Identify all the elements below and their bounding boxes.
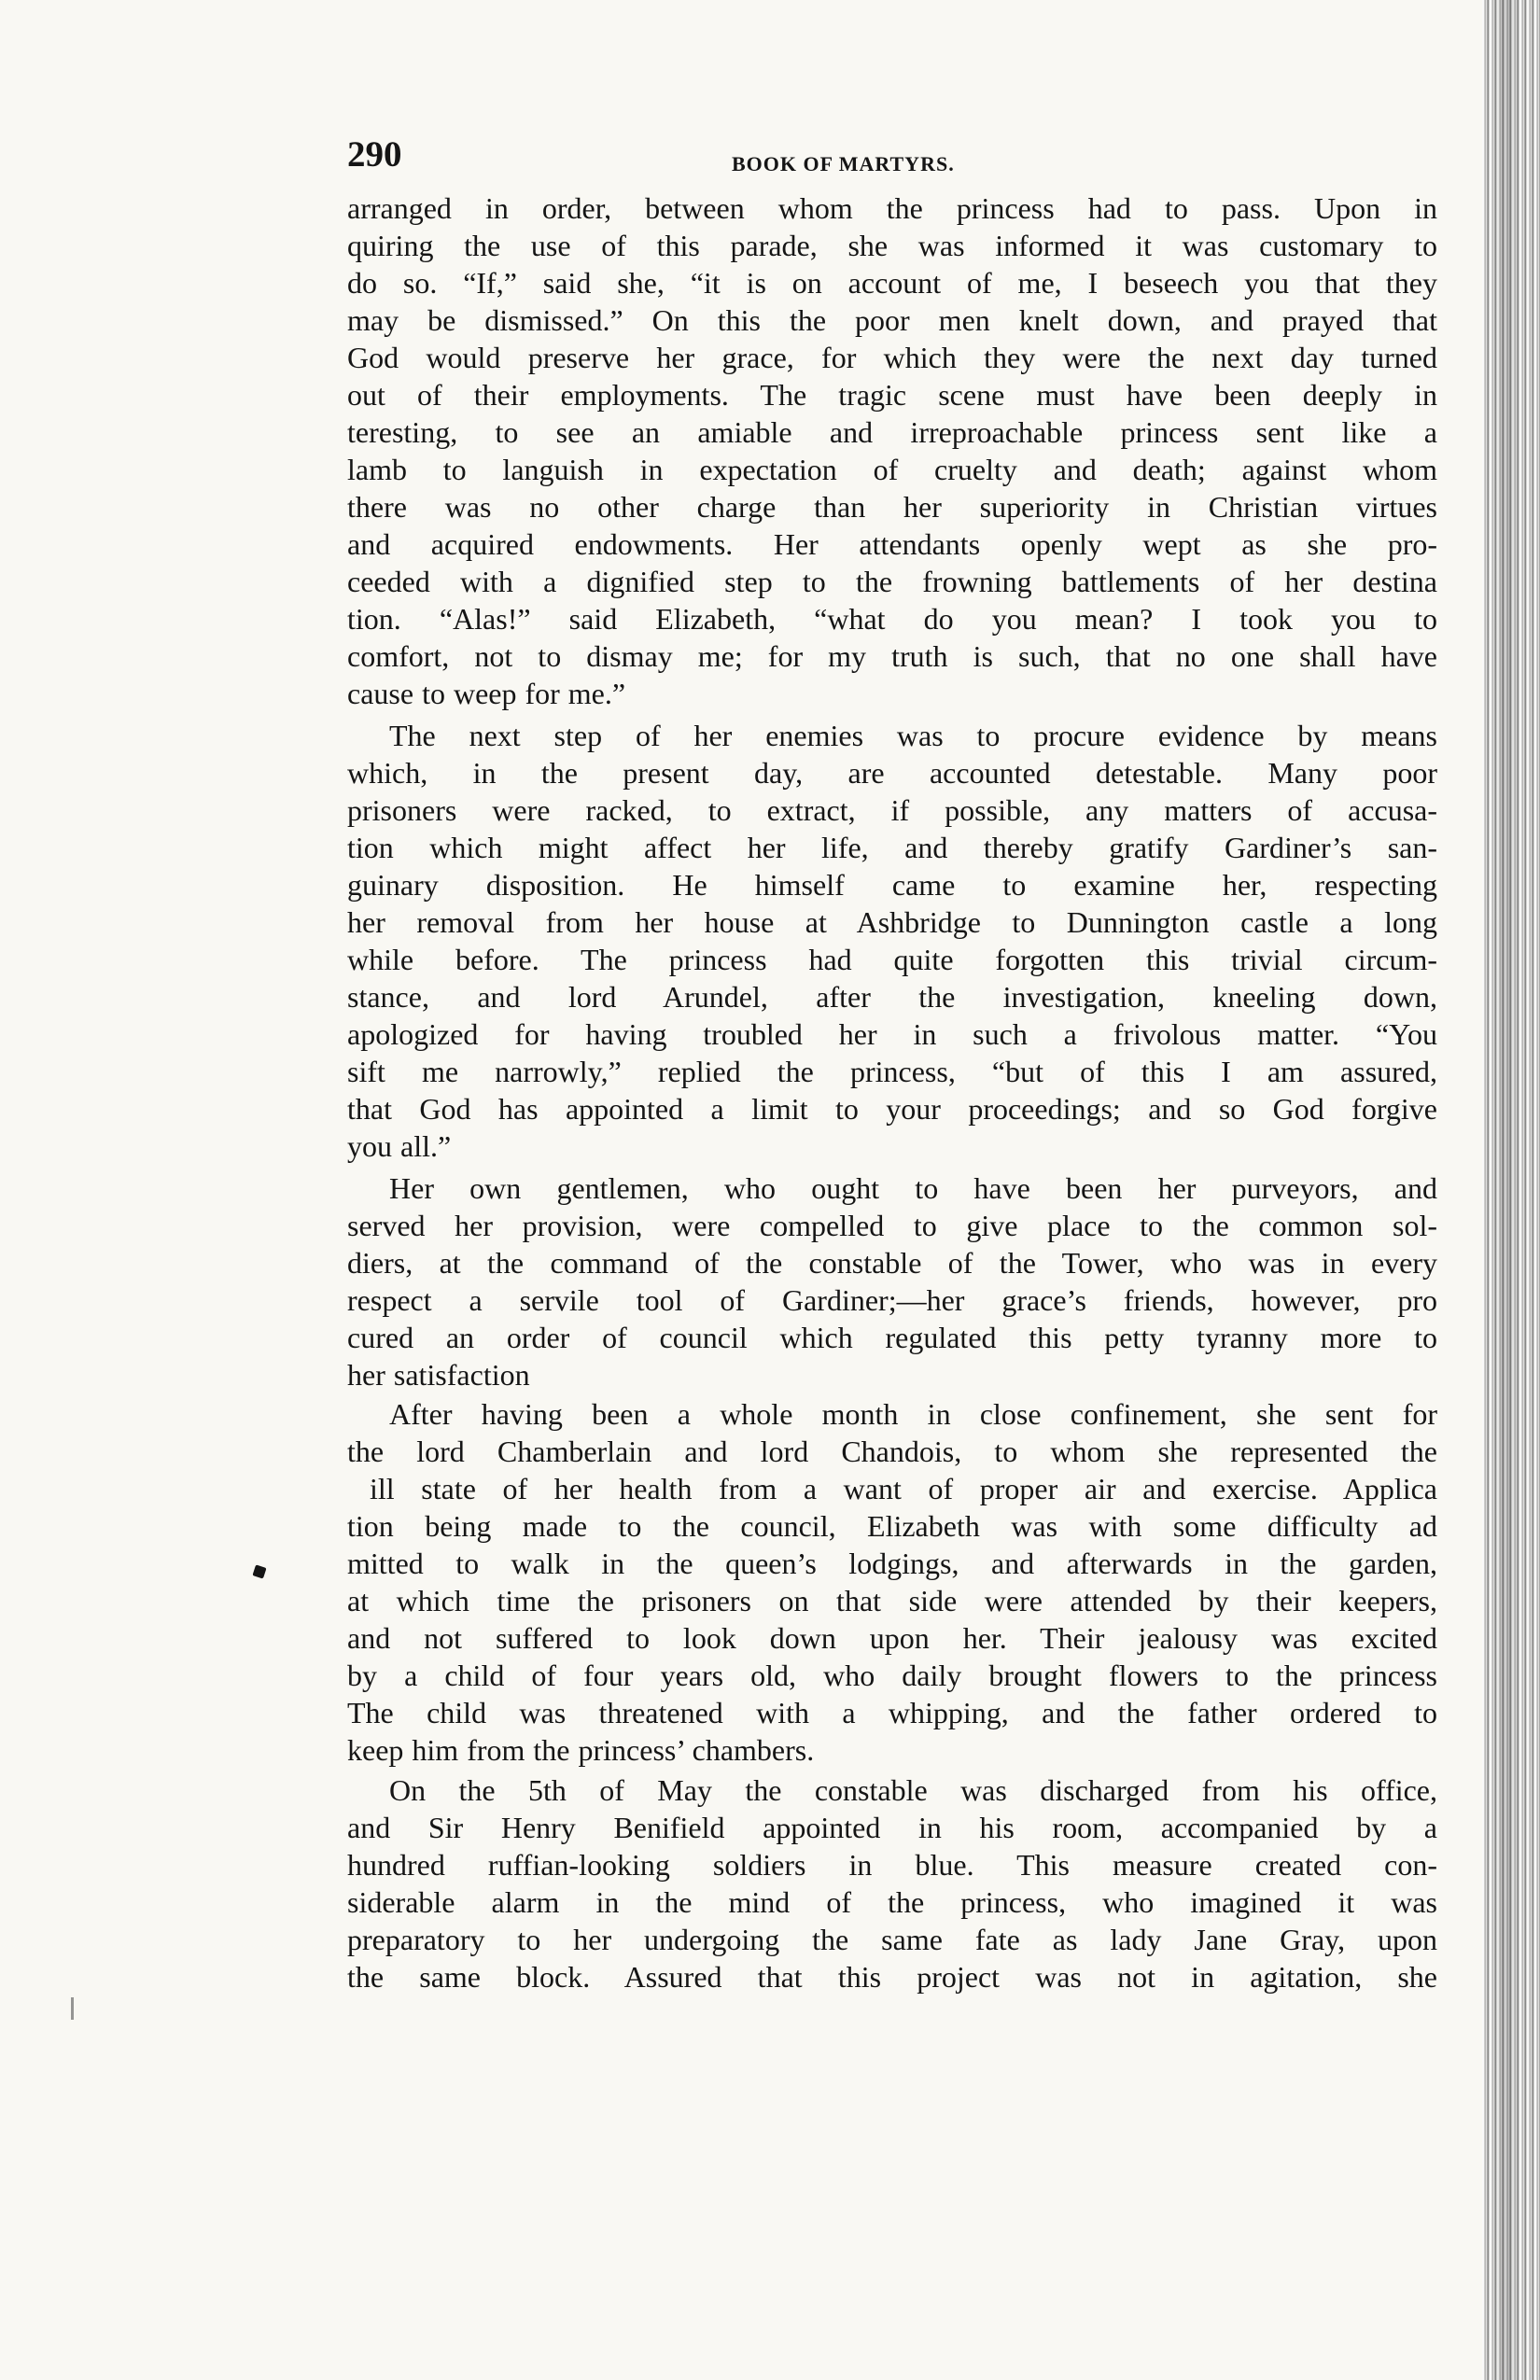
text-line: do so. “If,” said she, “it is on account of me, I beseech you that they	[347, 266, 1437, 300]
text-line: her removal from her house at Ashbridge to Dunnington castle a long	[347, 905, 1437, 939]
text-line: comfort, not to dismay me; for my truth is such, that no one shall have	[347, 639, 1437, 673]
running-title: BOOK OF MARTYRS.	[732, 152, 955, 175]
text-line: the lord Chamberlain and lord Chandois, to whom she represented the	[347, 1435, 1437, 1468]
text-line: apologized for having troubled her in such a frivolous matter. “You	[347, 1017, 1437, 1051]
text-line: preparatory to her undergoing the same fate as lady Jane Gray, upon	[347, 1923, 1437, 1956]
text-line: that God has appointed a limit to your proceedings; and so God forgive	[347, 1092, 1437, 1126]
text-line: you all.”	[347, 1129, 452, 1163]
text-line: out of their employments. The tragic scene must have been deeply in	[347, 378, 1437, 412]
text-line: prisoners were racked, to extract, if possible, any matters of accusa-	[347, 793, 1437, 827]
text-line: there was no other charge than her superiority in Christian virtues	[347, 490, 1437, 524]
paragraph-start-line: On the 5th of May the constable was discharged from his office,	[389, 1773, 1437, 1807]
text-line: ceeded with a dignified step to the frowning battlements of her destina	[347, 565, 1437, 598]
text-line: and acquired endowments. Her attendants openly wept as she pro-	[347, 527, 1437, 561]
page-text	[347, 191, 1437, 1994]
page-number: 290	[347, 134, 402, 175]
text-line: cured an order of council which regulated this petty tyranny more to	[347, 1321, 1437, 1354]
page-edge-shadow	[1493, 0, 1519, 2380]
text-line: while before. The princess had quite forgotten this trivial circum-	[347, 943, 1437, 976]
text-line: her satisfaction	[347, 1358, 530, 1392]
text-line: teresting, to see an amiable and irreproachable princess sent like a	[347, 415, 1437, 449]
paragraph-start-line: The next step of her enemies was to procure evidence by means	[389, 719, 1437, 752]
text-line: keep him from the princess’ chambers.	[347, 1733, 815, 1767]
text-line: tion which might affect her life, and thereby gratify Gardiner’s san-	[347, 831, 1437, 864]
text-line: sift me narrowly,” replied the princess, “but of this I am assured,	[347, 1055, 1437, 1088]
text-line: and not suffered to look down upon her. Their jealousy was excited	[347, 1621, 1437, 1655]
text-line: siderable alarm in the mind of the princess, who imagined it was	[347, 1885, 1437, 1919]
text-line: and Sir Henry Benifield appointed in his room, accompanied by a	[347, 1811, 1437, 1844]
text-line: The child was threatened with a whipping, and the father ordered to	[347, 1696, 1437, 1729]
text-line: the same block. Assured that this project was not in agitation, she	[347, 1960, 1437, 1994]
text-line: which, in the present day, are accounted detestable. Many poor	[347, 756, 1437, 790]
page-header	[347, 135, 991, 182]
text-line: arranged in order, between whom the princess had to pass. Upon in	[347, 191, 1437, 225]
text-line: tion being made to the council, Elizabeth was with some difficulty ad	[347, 1509, 1437, 1543]
text-line: guinary disposition. He himself came to examine her, respecting	[347, 868, 1437, 902]
scan-artifact-mark	[71, 1997, 74, 2020]
text-line: quiring the use of this parade, she was informed it was customary to	[347, 229, 1437, 262]
text-line: respect a servile tool of Gardiner;—her grace’s friends, however, pro	[347, 1283, 1437, 1317]
paragraph-start-line: Her own gentlemen, who ought to have been her purveyors, and	[389, 1171, 1437, 1205]
text-line: cause to weep for me.”	[347, 677, 626, 710]
text-line: God would preserve her grace, for which they were the next day turned	[347, 341, 1437, 374]
text-line: served her provision, were compelled to give place to the common sol-	[347, 1209, 1437, 1242]
text-line: by a child of four years old, who daily brought flowers to the princess	[347, 1659, 1437, 1692]
text-line: tion. “Alas!” said Elizabeth, “what do you mean? I took you to	[347, 602, 1437, 636]
text-line: may be dismissed.” On this the poor men knelt down, and prayed that	[347, 303, 1437, 337]
text-line: stance, and lord Arundel, after the investigation, kneeling down,	[347, 980, 1437, 1014]
text-line: at which time the prisoners on that side were attended by their keepers,	[347, 1584, 1437, 1617]
margin-bullet-mark	[252, 1564, 266, 1578]
text-line: ill state of her health from a want of proper air and exercise. Applica	[370, 1472, 1437, 1505]
text-line: lamb to languish in expectation of cruelty and death; against whom	[347, 453, 1437, 486]
text-line: hundred ruffian-looking soldiers in blue. This measure created con-	[347, 1848, 1437, 1882]
text-line: mitted to walk in the queen’s lodgings, and afterwards in the garden,	[347, 1547, 1437, 1580]
paragraph-start-line: After having been a whole month in close confinement, she sent for	[389, 1397, 1437, 1431]
text-line: diers, at the command of the constable of the Tower, who was in every	[347, 1246, 1437, 1280]
